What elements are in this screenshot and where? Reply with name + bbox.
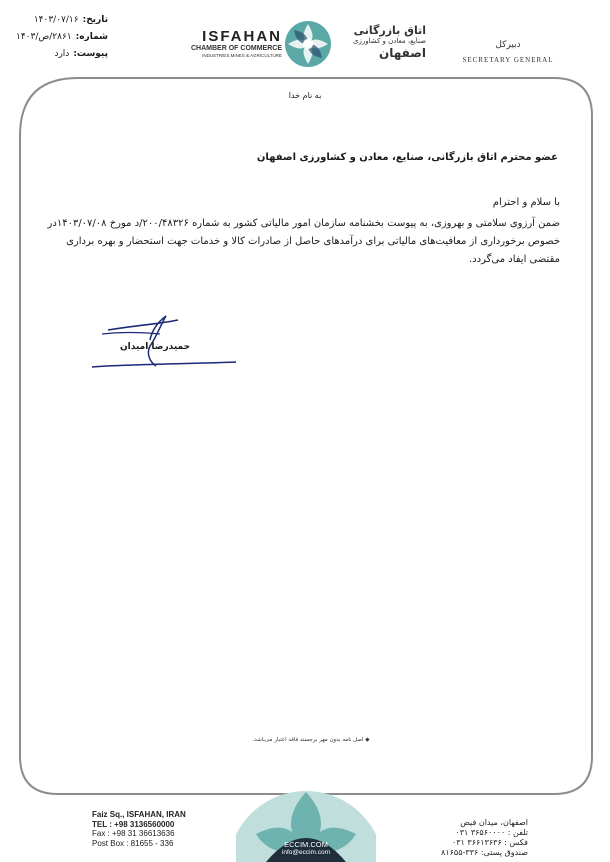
validity-note-text: اصل نامه بدون مهر برجسته فاقد اعتبار می‌باشد. — [252, 737, 364, 743]
chamber-logo — [186, 20, 426, 70]
body-paragraph: ضمن آرزوی سلامتی و بهروزی، به پیوست بخشنامه سازمان امور مالیاتی کشور به شماره ۲۰۰/۴۸۳۲۶/د مورخ ۱۴۰۳/۰۷/۰۸در خصوص برخورداری از معافیت‌های مالیاتی برای درآمدهای حاصل از صادرات کالا و خدمات جهت استحضار و بهره برداری مقتضی ایفاد می‌گردد. — [47, 218, 560, 265]
greeting: با سلام و احترام — [492, 197, 560, 208]
tel-fa: تلفن : ۳۶۵۶۰۰۰۰ ۰۳۱ — [455, 828, 528, 837]
pobox-fa: صندوق پستی: ۳۳۶-۸۱۶۵۵ — [441, 848, 528, 857]
footer-contact-fa — [438, 818, 528, 858]
footer-emblem — [236, 774, 376, 862]
letter-meta — [8, 12, 108, 63]
logo-fa-line3: اصفهان — [378, 46, 426, 60]
date-row — [8, 12, 108, 29]
letter-body — [40, 194, 560, 269]
site-link[interactable]: ECCIM.COM — [284, 840, 328, 849]
number-value: ۲۸۶۱/ص/۱۴۰۳ — [16, 32, 72, 42]
date-label: تاریخ: — [82, 15, 108, 25]
logo-en-name: ISFAHAN — [202, 28, 282, 45]
address-en: Faiz Sq., ISFAHAN, IRAN — [92, 810, 186, 819]
attachment-row — [8, 46, 108, 63]
fax-en: Fax : +98 31 36613636 — [92, 829, 175, 838]
tel-en: TEL : +98 3136560000 — [92, 819, 175, 829]
signatory-name: حمیدرضا امیدان — [120, 342, 191, 352]
fax-fa: فکس : ۳۶۶۱۳۶۳۶ ۰۳۱ — [451, 838, 528, 847]
letter-frame — [18, 76, 594, 796]
footer-contact-en — [92, 810, 186, 848]
date-value: ۱۴۰۳/۰۷/۱۶ — [33, 15, 79, 25]
chamber-emblem-icon — [284, 20, 332, 68]
attachment-value: دارد — [54, 49, 70, 59]
bullet-icon: ◆ — [365, 737, 370, 743]
address-fa: اصفهان، میدان فیض — [460, 818, 528, 827]
logo-en-line2: INDUSTRIES,MINES & AGRICULTURE — [202, 53, 282, 58]
email-link[interactable]: info@eccim.com — [281, 849, 331, 856]
logo-fa-line1: اتاق بازرگانی — [353, 24, 426, 37]
logo-fa-line2: صنایع، معادن و کشاورزی — [352, 37, 426, 45]
attachment-label: پیوست: — [73, 49, 108, 59]
secretary-en: SECRETARY GENERAL — [462, 56, 554, 64]
bismillah: به نام خدا — [288, 91, 322, 100]
validity-note — [246, 737, 376, 743]
number-row — [8, 29, 108, 46]
recipient: عضو محترم اتاق بازرگانی، صنایع، معادن و کشاورزی اصفهان — [256, 152, 558, 163]
signature-block — [90, 312, 240, 372]
pobox-en: Post Box : 81655 - 336 — [92, 838, 174, 848]
logo-en-line1: CHAMBER OF COMMERCE — [191, 45, 282, 52]
secretary-fa: دبیرکل — [495, 40, 521, 50]
number-label: شماره: — [75, 32, 108, 42]
logo-english — [186, 28, 282, 59]
secretary-general — [460, 40, 556, 64]
logo-persian — [336, 24, 426, 60]
